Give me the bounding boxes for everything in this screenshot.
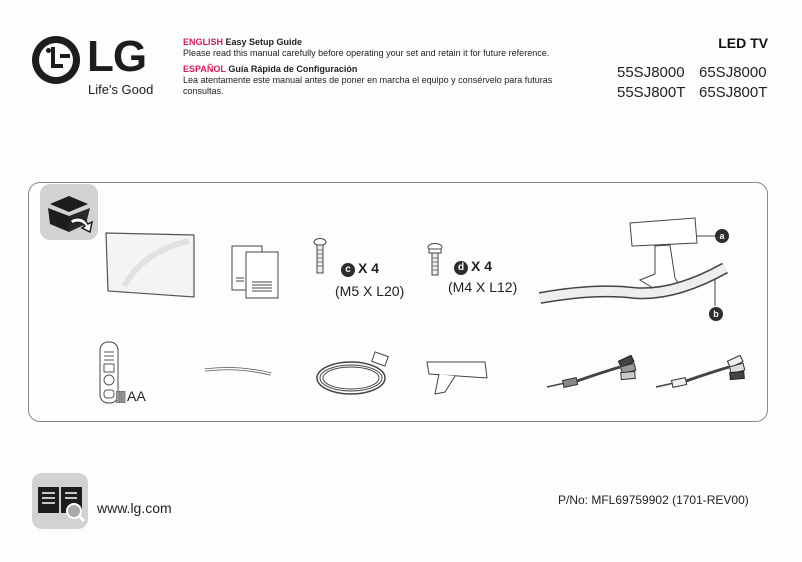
screw-d-spec: (M4 X L12) — [448, 279, 518, 295]
intro-spanish — [183, 64, 593, 97]
lg-logo — [32, 34, 162, 100]
screw-d-qty — [454, 258, 492, 275]
intro-english-body: Please read this manual carefully before operating your set and retain it for future reference. — [183, 48, 550, 58]
cable-holder-icon — [425, 360, 491, 396]
screw-c-spec: (M5 X L20) — [335, 283, 405, 299]
model-number: 65SJ8000 — [699, 64, 767, 81]
intro-text — [183, 37, 593, 102]
model-number: 55SJ8000 — [617, 64, 685, 81]
logo-gap — [60, 54, 70, 58]
intro-spanish-body: Lea atentamente este manual antes de poner en marcha el equipo y consérvelo para futuras consultas. — [183, 75, 553, 96]
screw-c-qty — [341, 260, 379, 277]
intro-english — [183, 37, 593, 59]
model-number: 65SJ800T — [699, 84, 768, 101]
screw-d-count: X 4 — [471, 258, 493, 274]
stand-icon — [535, 208, 735, 328]
power-cord-icon — [313, 350, 393, 400]
lg-face-icon — [32, 36, 80, 84]
svg-text:a: a — [719, 231, 725, 241]
model-list — [617, 63, 781, 103]
svg-text:b: b — [713, 309, 719, 319]
screw-c-count: X 4 — [358, 260, 380, 276]
website-link[interactable]: www.lg.com — [97, 500, 172, 516]
lang-label-spanish: ESPAÑOL — [183, 64, 226, 74]
callout-c: c — [341, 263, 355, 277]
manual-search-icon — [32, 473, 88, 529]
screw-m5-icon — [313, 238, 327, 276]
brand-name: LG — [87, 32, 147, 81]
model-number: 55SJ800T — [617, 84, 686, 101]
lang-label-english: ENGLISH — [183, 37, 224, 47]
tv-panel-icon — [104, 231, 196, 299]
cable-tie-icon — [203, 364, 273, 378]
guide-title-english: Easy Setup Guide — [225, 37, 303, 47]
manual-booklets-icon — [230, 242, 282, 300]
box-unpack-icon — [40, 184, 98, 240]
product-type: LED TV — [718, 35, 768, 51]
aa-battery-icon — [116, 390, 126, 402]
battery-label: AA — [127, 388, 146, 404]
part-number: P/No: MFL69759902 (1701-REV00) — [558, 493, 749, 507]
rca-adapter-icon — [654, 355, 749, 393]
screw-m4-icon — [427, 243, 443, 277]
callout-d: d — [454, 261, 468, 275]
rca-adapter-icon — [545, 355, 640, 393]
guide-title-spanish: Guía Rápida de Configuración — [228, 64, 358, 74]
brand-slogan: Life's Good — [88, 82, 154, 97]
logo-l-foot — [51, 64, 63, 68]
